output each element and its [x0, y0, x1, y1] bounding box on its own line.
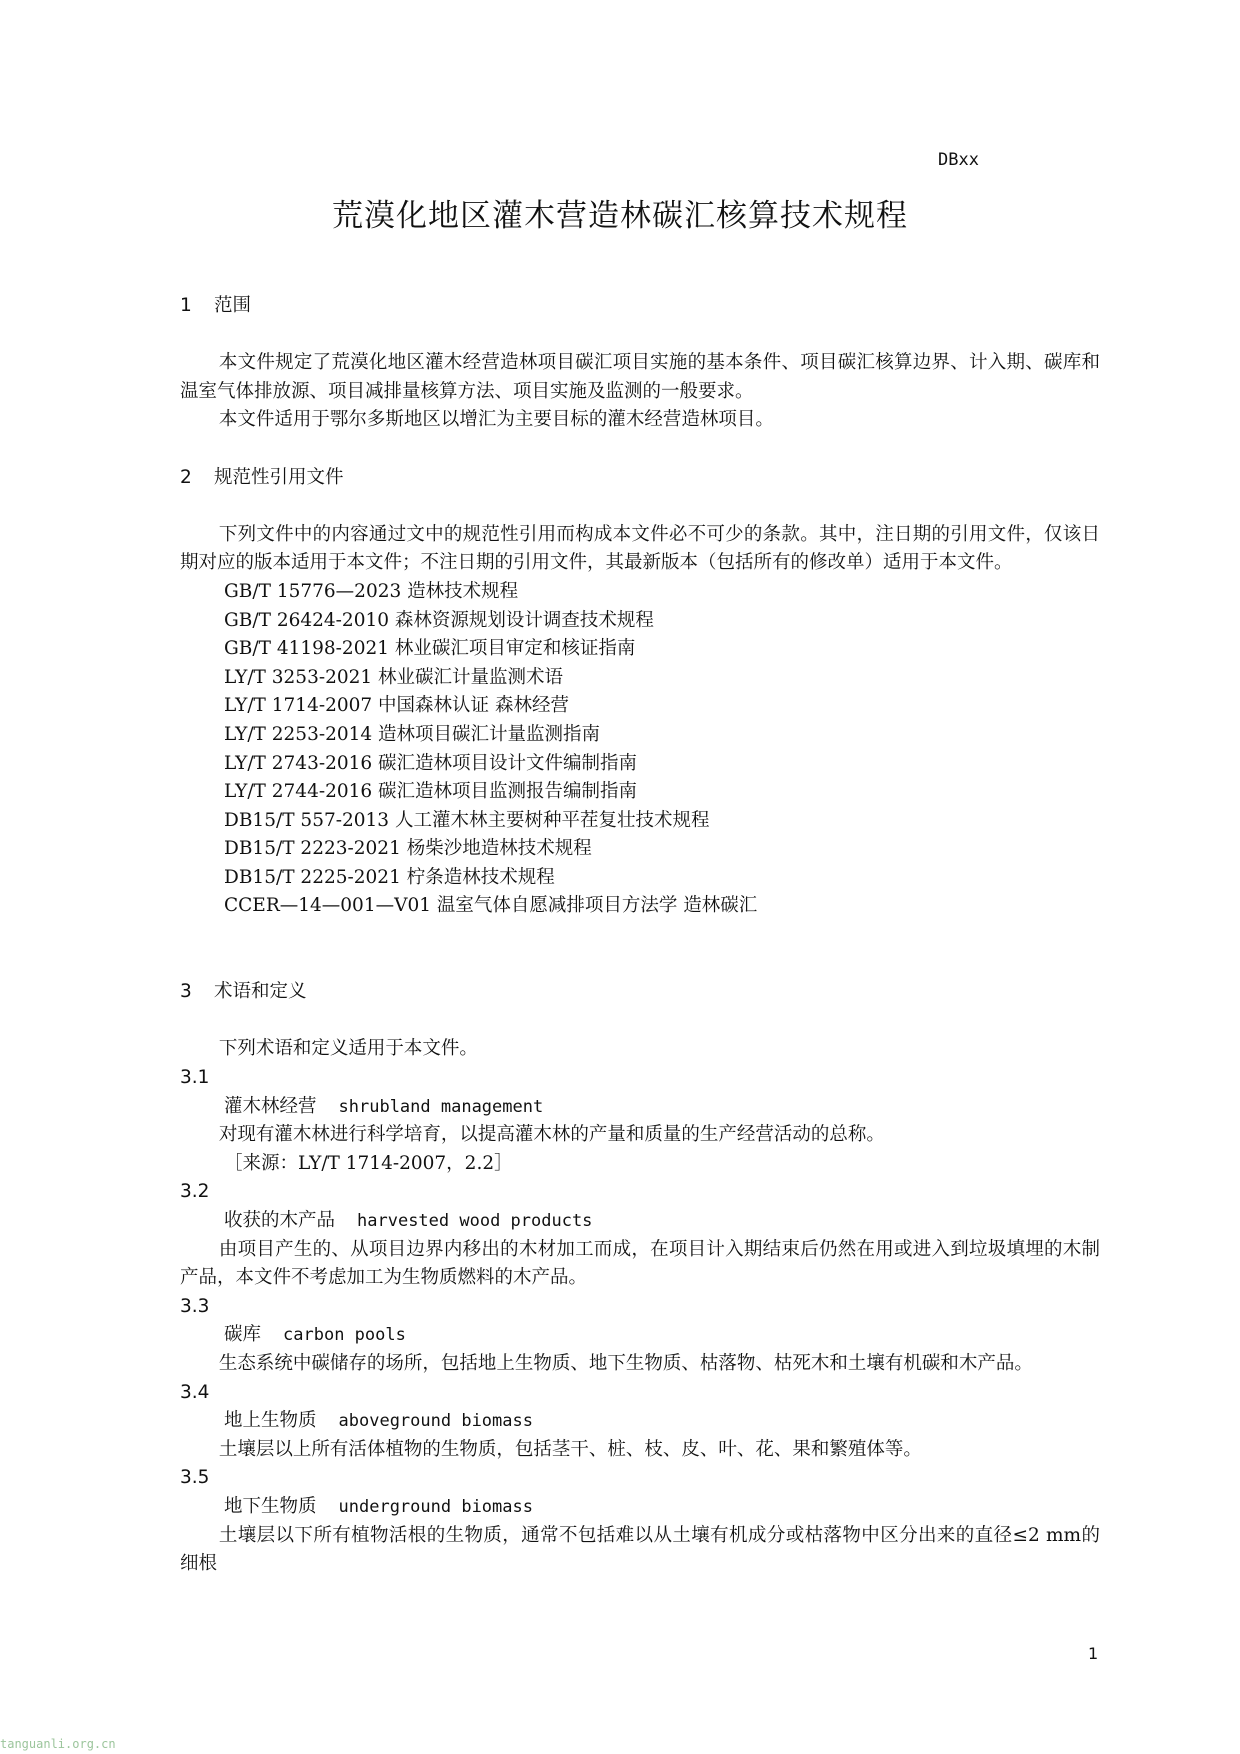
section-number: 2: [180, 466, 192, 488]
term-number: 3.1: [180, 1067, 210, 1089]
reference-item: DB15/T 2223-2021 杨柴沙地造林技术规程: [224, 838, 592, 860]
reference-item: LY/T 2744-2016 碳汇造林项目监测报告编制指南: [224, 781, 638, 803]
section-3-heading: [180, 978, 1100, 1007]
term-zh: 地上生物质: [224, 1410, 317, 1432]
reference-item: DB15/T 557-2013 人工灌木林主要树种平茬复壮技术规程: [224, 809, 710, 831]
term-number: 3.5: [180, 1467, 210, 1489]
term-definition: 由项目产生的、从项目边界内移出的木材加工而成，在项目计入期结束后仍然在用或进入到垃圾填埋的木制产品，本文件不考虑加工为生物质燃料的木产品。: [180, 1238, 1100, 1289]
reference-item: LY/T 3253-2021 林业碳汇计量监测术语: [224, 666, 564, 688]
term-heading: [180, 1407, 1100, 1436]
paragraph: 本文件适用于鄂尔多斯地区以增汇为主要目标的灌木经营造林项目。: [218, 409, 774, 431]
paragraph: 本文件规定了荒漠化地区灌木经营造林项目碳汇项目实施的基本条件、项目碳汇核算边界、计入期、碳库和温室气体排放源、项目减排量核算方法、项目实施及监测的一般要求。: [180, 352, 1100, 402]
section-title: 规范性引用文件: [214, 466, 344, 488]
document-body: [180, 292, 1100, 1579]
term-heading: [180, 1093, 1100, 1122]
reference-item: LY/T 2253-2014 造林项目碳汇计量监测指南: [224, 723, 601, 745]
reference-item: CCER—14—001—V01 温室气体自愿减排项目方法学 造林碳汇: [224, 895, 758, 917]
term-definition: 对现有灌木林进行科学培育，以提高灌木林的产量和质量的生产经营活动的总称。: [218, 1124, 885, 1146]
section-title: 术语和定义: [214, 981, 307, 1003]
term-source: ［来源：LY/T 1714-2007，2.2］: [224, 1152, 513, 1174]
reference-item: GB/T 26424-2010 森林资源规划设计调查技术规程: [224, 609, 654, 631]
term-definition: 土壤层以下所有植物活根的生物质，通常不包括难以从土壤有机成分或枯落物中区分出来的直径≤2 mm的细根: [180, 1524, 1100, 1575]
section-number: 3: [180, 981, 192, 1003]
reference-item: LY/T 1714-2007 中国森林认证 森林经营: [224, 695, 569, 717]
term-zh: 碳库: [224, 1324, 262, 1346]
term-heading: [180, 1207, 1100, 1236]
reference-item: GB/T 41198-2021 林业碳汇项目审定和核证指南: [224, 638, 636, 660]
term-en: shrubland management: [338, 1096, 544, 1117]
term-number: 3.4: [180, 1381, 210, 1403]
term-heading: [180, 1321, 1100, 1350]
page-number: 1: [1088, 1644, 1099, 1663]
document-code: DBxx: [938, 150, 979, 170]
term-zh: 灌木林经营: [224, 1095, 317, 1117]
reference-item: DB15/T 2225-2021 柠条造林技术规程: [224, 866, 555, 888]
term-zh: 地下生物质: [224, 1495, 317, 1517]
document-title: 荒漠化地区灌木营造林碳汇核算技术规程: [332, 198, 908, 234]
term-zh: 收获的木产品: [224, 1210, 336, 1231]
watermark: tanguanli.org.cn: [0, 1737, 116, 1751]
section-title: 范围: [214, 295, 252, 316]
section-number: 1: [180, 295, 192, 316]
term-en: carbon pools: [283, 1325, 406, 1346]
term-definition: 土壤层以上所有活体植物的生物质，包括茎干、桩、枝、皮、叶、花、果和繁殖体等。: [218, 1438, 922, 1460]
section-1-heading: [180, 292, 1100, 321]
term-number: 3.2: [180, 1181, 210, 1203]
term-en: aboveground biomass: [338, 1411, 533, 1432]
paragraph: 下列术语和定义适用于本文件。: [218, 1038, 478, 1060]
term-en: harvested wood products: [357, 1211, 593, 1231]
term-en: underground biomass: [338, 1496, 533, 1517]
reference-item: GB/T 15776—2023 造林技术规程: [224, 580, 519, 602]
term-definition: 生态系统中碳储存的场所，包括地上生物质、地下生物质、枯落物、枯死木和土壤有机碳和木产品。: [218, 1352, 1033, 1374]
paragraph: 下列文件中的内容通过文中的规范性引用而构成本文件必不可少的条款。其中，注日期的引用文件，仅该日期对应的版本适用于本文件；不注日期的引用文件，其最新版本（包括所有的修改单）适用于本文件。: [180, 523, 1100, 574]
reference-item: LY/T 2743-2016 碳汇造林项目设计文件编制指南: [224, 752, 638, 774]
term-number: 3.3: [180, 1295, 210, 1317]
term-heading: [180, 1493, 1100, 1522]
section-2-heading: [180, 464, 1100, 493]
